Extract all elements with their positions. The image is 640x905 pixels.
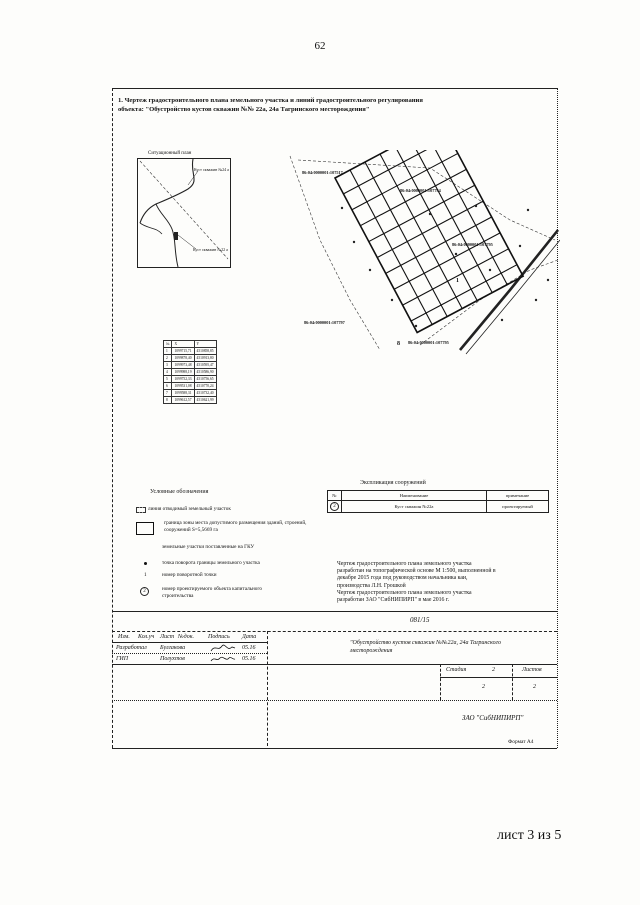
cell: 4 <box>164 369 172 376</box>
cell: 4510595,47 <box>194 362 216 369</box>
table-row <box>328 501 549 513</box>
explication-table <box>327 490 549 513</box>
legend-sample-number: 1 <box>144 572 147 578</box>
cell: 7 <box>164 390 172 397</box>
cell: 1099588,31 <box>172 390 194 397</box>
cell: 4510756,65 <box>194 376 216 383</box>
bottom-frame-line <box>112 748 557 749</box>
table-header-row <box>164 341 217 348</box>
cell: 6 <box>164 383 172 390</box>
table-row <box>164 348 217 355</box>
explication-title: Экспликация сооружений <box>360 480 426 486</box>
cell: 8 <box>164 397 172 404</box>
cell: 4510586,90 <box>194 369 216 376</box>
parcel-label: 86:04:0000001:107517 <box>302 170 343 175</box>
cell: 1099715,71 <box>172 348 194 355</box>
cell: 4510732,40 <box>194 390 216 397</box>
site-label-22a: Куст скважин №22 а <box>193 247 228 252</box>
stamp-line <box>112 642 267 643</box>
legend-title: Условные обозначения <box>150 489 209 495</box>
stamp-line <box>440 677 557 678</box>
stamp-header: Подпись <box>208 634 230 640</box>
page-number: 62 <box>314 40 326 52</box>
stage-label: Стадия <box>446 667 467 673</box>
column-header: Наименование <box>342 491 487 501</box>
situation-plan <box>137 158 231 268</box>
table-row <box>164 383 217 390</box>
cell <box>328 501 342 513</box>
sheet-value: 2 <box>482 684 485 690</box>
point-label: 1 <box>456 278 459 284</box>
cell: 1099531,08 <box>172 383 194 390</box>
cell: 3 <box>164 362 172 369</box>
legend-text: линия отводимый земельный участок <box>148 506 231 512</box>
cell: 4510621,99 <box>194 397 216 404</box>
stamp-name: Булгакова <box>160 645 186 651</box>
stamp-date: 05.16 <box>242 645 256 651</box>
situation-plan-label: Ситуационный план <box>148 151 192 156</box>
table-row <box>164 397 217 404</box>
legend-text: граница зоны места допустимого размещения зданий, строений, сооружений S=5,5669 га <box>164 520 307 533</box>
parcel-label: 86:04:0000001:107794 <box>400 188 441 193</box>
organization: ЗАО "СибНИПИРП" <box>462 714 524 722</box>
stamp-line <box>112 664 557 665</box>
column-header: примечание <box>487 491 549 501</box>
legend-text: номер поворотной точки <box>162 572 217 578</box>
cell: 1 <box>164 348 172 355</box>
note-line: Чертеж градостроительного плана земельного участка <box>337 561 472 567</box>
stamp-date: 05.16 <box>242 656 256 662</box>
stamp-code: 081/15 <box>410 616 430 624</box>
sheets-label: Листов <box>522 667 542 673</box>
stamp-top-line <box>112 611 557 612</box>
top-frame-line <box>112 88 557 89</box>
cell: 2 <box>164 355 172 362</box>
note-line: производства Л.Н. Грошкой <box>337 582 406 589</box>
legend-text: земельные участки поставленные на ГКУ <box>162 544 255 550</box>
site-label-24a: Куст скважин №24 а <box>194 167 229 172</box>
title-line: 1. Чертеж градостроительного плана земельного участка и линий градостроительного регулирования <box>118 97 423 104</box>
signature-icon <box>210 654 236 666</box>
parcel-label: 86:04:0000001:107795 <box>452 242 493 247</box>
coordinates-table <box>163 340 217 404</box>
table-row <box>164 390 217 397</box>
point-label: 8 <box>397 341 400 347</box>
note-line: разработан на топографической основе М 1:500, выполненной в <box>337 568 496 575</box>
stage-value: 2 <box>492 667 495 673</box>
cell: 4510858,85 <box>194 348 216 355</box>
sheet-of-total: лист 3 из 5 <box>497 828 562 843</box>
column-header: Y <box>194 341 216 348</box>
cell: 4510770,24 <box>194 383 216 390</box>
note-line: разработан ЗАО "СибНИПИРП" в мае 2016 г. <box>337 597 450 604</box>
cell: 1099988,19 <box>172 369 194 376</box>
stamp-line <box>512 664 513 700</box>
sheets-value: 2 <box>533 684 536 690</box>
legend-text: точка поворота границы земельного участка <box>162 560 260 566</box>
table-header-row <box>328 491 549 501</box>
table-row <box>164 362 217 369</box>
stamp-role: Разработал <box>116 645 147 651</box>
cell: Куст скважин №22а <box>342 501 487 513</box>
left-frame-line <box>112 88 113 748</box>
stamp-line <box>112 631 557 632</box>
stamp-header: №док. <box>178 634 194 640</box>
note-line: Чертеж градостроительного плана земельного участка <box>337 589 472 596</box>
drawing-notes <box>337 561 567 604</box>
cell: 4510913,80 <box>194 355 216 362</box>
cell: 5 <box>164 376 172 383</box>
table-row <box>164 369 217 376</box>
stamp-line <box>112 700 557 701</box>
title-line: объекта: "Обустройство кустов скважин №№ 22а, 24а Тагринского месторождения" <box>118 106 370 113</box>
legend-swatch-line <box>136 507 146 513</box>
cell: 1099878,40 <box>172 355 194 362</box>
table-row <box>164 376 217 383</box>
cell: 1099752,33 <box>172 376 194 383</box>
drawing-title <box>118 96 538 114</box>
table-row <box>164 355 217 362</box>
parcel-label: 86:04:0000001:107795 <box>408 340 449 345</box>
stamp-name: Полухтов <box>160 656 185 662</box>
stamp-header: Изм. <box>118 634 130 640</box>
stamp-header: Лист <box>160 634 175 640</box>
site-plan-drawing <box>280 150 560 355</box>
stamp-line <box>440 664 441 700</box>
stamp-header: Кол.уч <box>138 634 155 640</box>
cell: проектируемый <box>487 501 549 513</box>
stamp-line <box>267 631 268 746</box>
stamp-role: ГИП <box>116 656 129 662</box>
stamp-line <box>112 653 267 654</box>
legend-sample-object: 2 <box>140 587 149 596</box>
object-number: 2 <box>330 502 339 511</box>
legend-swatch-point <box>144 562 147 565</box>
legend-swatch-zone <box>136 522 154 535</box>
note-line: декабре 2015 года под руководством начальника каи, <box>337 575 468 582</box>
stamp-header: Дата <box>242 634 257 640</box>
column-header: № <box>328 491 342 501</box>
cell: 1099973,48 <box>172 362 194 369</box>
paper-format: Формат А4 <box>508 739 534 745</box>
stamp-object-title: "Обустройство кустов скважин №№22а, 24а Тагринского месторождения <box>350 640 501 654</box>
column-header: X <box>172 341 194 348</box>
parcel-label: 86:04:0000001:107797 <box>304 320 345 325</box>
column-header: № <box>164 341 172 348</box>
legend-text: номер проектируемого объекта капитального строительства <box>162 586 262 599</box>
cell: 1099612,57 <box>172 397 194 404</box>
